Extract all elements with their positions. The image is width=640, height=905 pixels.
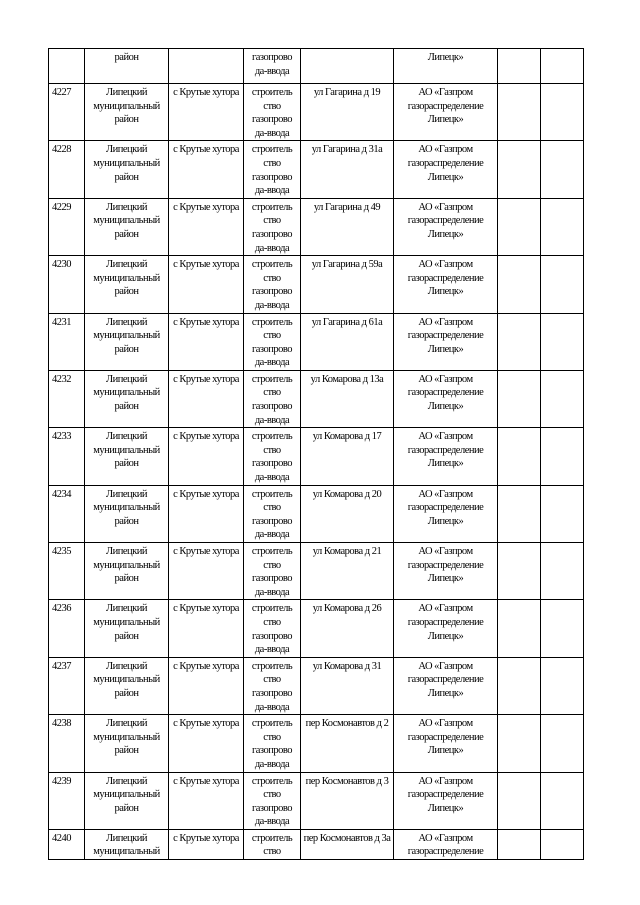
cell-district: Липецкий муниципальный bbox=[85, 829, 169, 859]
cell-work: строитель ство газопрово да-ввода bbox=[244, 256, 301, 313]
cell-org: АО «Газпром газораспределение Липецк» bbox=[394, 370, 498, 427]
cell-empty-1 bbox=[498, 715, 541, 772]
cell-empty-1 bbox=[498, 84, 541, 141]
cell-empty-1 bbox=[498, 313, 541, 370]
cell-work: строитель ство газопрово да-ввода bbox=[244, 715, 301, 772]
cell-empty-1 bbox=[498, 600, 541, 657]
cell-empty-1 bbox=[498, 829, 541, 859]
cell-empty-1 bbox=[498, 772, 541, 829]
cell-locality: с Крутые хутора bbox=[169, 485, 244, 542]
cell-org: АО «Газпром газораспределение Липецк» bbox=[394, 198, 498, 255]
cell-num bbox=[49, 49, 85, 84]
table-row bbox=[49, 84, 584, 141]
table-row bbox=[49, 772, 584, 829]
cell-work: строитель ство газопрово да-ввода bbox=[244, 313, 301, 370]
cell-locality: с Крутые хутора bbox=[169, 772, 244, 829]
table-row bbox=[49, 543, 584, 600]
cell-locality: с Крутые хутора bbox=[169, 198, 244, 255]
cell-num: 4231 bbox=[49, 313, 85, 370]
cell-locality: с Крутые хутора bbox=[169, 84, 244, 141]
cell-locality: с Крутые хутора bbox=[169, 313, 244, 370]
cell-work: строитель ство газопрово да-ввода bbox=[244, 772, 301, 829]
table-row bbox=[49, 715, 584, 772]
cell-locality: с Крутые хутора bbox=[169, 829, 244, 859]
cell-org: АО «Газпром газораспределение Липецк» bbox=[394, 715, 498, 772]
cell-district: Липецкий муниципальный район bbox=[85, 543, 169, 600]
cell-district: Липецкий муниципальный район bbox=[85, 256, 169, 313]
cell-num: 4235 bbox=[49, 543, 85, 600]
cell-empty-1 bbox=[498, 657, 541, 714]
cell-num: 4238 bbox=[49, 715, 85, 772]
cell-empty-2 bbox=[541, 772, 584, 829]
cell-address: ул Комарова д 20 bbox=[301, 485, 394, 542]
cell-locality: с Крутые хутора bbox=[169, 657, 244, 714]
cell-address: ул Комарова д 31 bbox=[301, 657, 394, 714]
cell-address: пер Космонавтов д 3а bbox=[301, 829, 394, 859]
cell-num: 4229 bbox=[49, 198, 85, 255]
cell-address: пер Космонавтов д 2 bbox=[301, 715, 394, 772]
table-row bbox=[49, 829, 584, 859]
cell-empty-2 bbox=[541, 543, 584, 600]
table-row bbox=[49, 485, 584, 542]
cell-address: ул Комарова д 17 bbox=[301, 428, 394, 485]
cell-empty-2 bbox=[541, 49, 584, 84]
cell-work: строитель ство bbox=[244, 829, 301, 859]
cell-org: АО «Газпром газораспределение Липецк» bbox=[394, 543, 498, 600]
cell-org: АО «Газпром газораспределение Липецк» bbox=[394, 313, 498, 370]
cell-org: АО «Газпром газораспределение Липецк» bbox=[394, 772, 498, 829]
cell-num: 4240 bbox=[49, 829, 85, 859]
cell-address: ул Гагарина д 59а bbox=[301, 256, 394, 313]
cell-district: район bbox=[85, 49, 169, 84]
cell-empty-1 bbox=[498, 428, 541, 485]
cell-address: пер Космонавтов д 3 bbox=[301, 772, 394, 829]
cell-district: Липецкий муниципальный район bbox=[85, 600, 169, 657]
cell-org: АО «Газпром газораспределение Липецк» bbox=[394, 657, 498, 714]
cell-locality: с Крутые хутора bbox=[169, 428, 244, 485]
cell-work: строитель ство газопрово да-ввода bbox=[244, 84, 301, 141]
cell-work: строитель ство газопрово да-ввода bbox=[244, 198, 301, 255]
cell-num: 4228 bbox=[49, 141, 85, 198]
table-row bbox=[49, 600, 584, 657]
cell-org: АО «Газпром газораспределение Липецк» bbox=[394, 600, 498, 657]
cell-district: Липецкий муниципальный район bbox=[85, 84, 169, 141]
cell-district: Липецкий муниципальный район bbox=[85, 141, 169, 198]
cell-work: газопрово да-ввода bbox=[244, 49, 301, 84]
cell-empty-2 bbox=[541, 485, 584, 542]
cell-empty-2 bbox=[541, 600, 584, 657]
cell-empty-2 bbox=[541, 715, 584, 772]
cell-num: 4237 bbox=[49, 657, 85, 714]
cell-locality: с Крутые хутора bbox=[169, 715, 244, 772]
cell-org: АО «Газпром газораспределение Липецк» bbox=[394, 256, 498, 313]
cell-empty-1 bbox=[498, 256, 541, 313]
cell-empty-2 bbox=[541, 84, 584, 141]
cell-empty-1 bbox=[498, 370, 541, 427]
cell-num: 4239 bbox=[49, 772, 85, 829]
cell-address: ул Гагарина д 61а bbox=[301, 313, 394, 370]
cell-address: ул Гагарина д 49 bbox=[301, 198, 394, 255]
cell-address: ул Комарова д 26 bbox=[301, 600, 394, 657]
cell-locality: с Крутые хутора bbox=[169, 543, 244, 600]
cell-locality: с Крутые хутора bbox=[169, 141, 244, 198]
table-row-partial-top bbox=[49, 49, 584, 84]
table-row bbox=[49, 428, 584, 485]
table-row bbox=[49, 198, 584, 255]
cell-address: ул Комарова д 13а bbox=[301, 370, 394, 427]
cell-address: ул Гагарина д 19 bbox=[301, 84, 394, 141]
cell-num: 4230 bbox=[49, 256, 85, 313]
cell-empty-2 bbox=[541, 141, 584, 198]
cell-org: АО «Газпром газораспределение bbox=[394, 829, 498, 859]
cell-address: ул Гагарина д 31а bbox=[301, 141, 394, 198]
cell-empty-1 bbox=[498, 198, 541, 255]
cell-empty-2 bbox=[541, 428, 584, 485]
cell-org: Липецк» bbox=[394, 49, 498, 84]
cell-address: ул Комарова д 21 bbox=[301, 543, 394, 600]
table-row bbox=[49, 657, 584, 714]
cell-empty-2 bbox=[541, 256, 584, 313]
cell-num: 4232 bbox=[49, 370, 85, 427]
cell-district: Липецкий муниципальный район bbox=[85, 313, 169, 370]
cell-locality bbox=[169, 49, 244, 84]
cell-empty-1 bbox=[498, 49, 541, 84]
cell-empty-1 bbox=[498, 543, 541, 600]
cell-district: Липецкий муниципальный район bbox=[85, 657, 169, 714]
cell-district: Липецкий муниципальный район bbox=[85, 485, 169, 542]
cell-org: АО «Газпром газораспределение Липецк» bbox=[394, 428, 498, 485]
cell-work: строитель ство газопрово да-ввода bbox=[244, 141, 301, 198]
cell-empty-2 bbox=[541, 370, 584, 427]
cell-district: Липецкий муниципальный район bbox=[85, 772, 169, 829]
cell-district: Липецкий муниципальный район bbox=[85, 715, 169, 772]
cell-work: строитель ство газопрово да-ввода bbox=[244, 428, 301, 485]
table-row bbox=[49, 313, 584, 370]
cell-empty-1 bbox=[498, 141, 541, 198]
cell-work: строитель ство газопрово да-ввода bbox=[244, 543, 301, 600]
cell-empty-2 bbox=[541, 198, 584, 255]
cell-locality: с Крутые хутора bbox=[169, 600, 244, 657]
cell-org: АО «Газпром газораспределение Липецк» bbox=[394, 485, 498, 542]
cell-work: строитель ство газопрово да-ввода bbox=[244, 485, 301, 542]
cell-work: строитель ство газопрово да-ввода bbox=[244, 657, 301, 714]
cell-district: Липецкий муниципальный район bbox=[85, 428, 169, 485]
cell-num: 4233 bbox=[49, 428, 85, 485]
cell-locality: с Крутые хутора bbox=[169, 256, 244, 313]
table-row bbox=[49, 141, 584, 198]
cell-address bbox=[301, 49, 394, 84]
cell-num: 4227 bbox=[49, 84, 85, 141]
cell-district: Липецкий муниципальный район bbox=[85, 198, 169, 255]
cell-org: АО «Газпром газораспределение Липецк» bbox=[394, 84, 498, 141]
cell-num: 4236 bbox=[49, 600, 85, 657]
cell-locality: с Крутые хутора bbox=[169, 370, 244, 427]
cell-work: строитель ство газопрово да-ввода bbox=[244, 600, 301, 657]
cell-empty-2 bbox=[541, 657, 584, 714]
cell-empty-2 bbox=[541, 313, 584, 370]
registry-table bbox=[48, 48, 584, 860]
cell-empty-2 bbox=[541, 829, 584, 859]
cell-district: Липецкий муниципальный район bbox=[85, 370, 169, 427]
cell-empty-1 bbox=[498, 485, 541, 542]
cell-num: 4234 bbox=[49, 485, 85, 542]
cell-org: АО «Газпром газораспределение Липецк» bbox=[394, 141, 498, 198]
table-row bbox=[49, 370, 584, 427]
cell-work: строитель ство газопрово да-ввода bbox=[244, 370, 301, 427]
table-row bbox=[49, 256, 584, 313]
